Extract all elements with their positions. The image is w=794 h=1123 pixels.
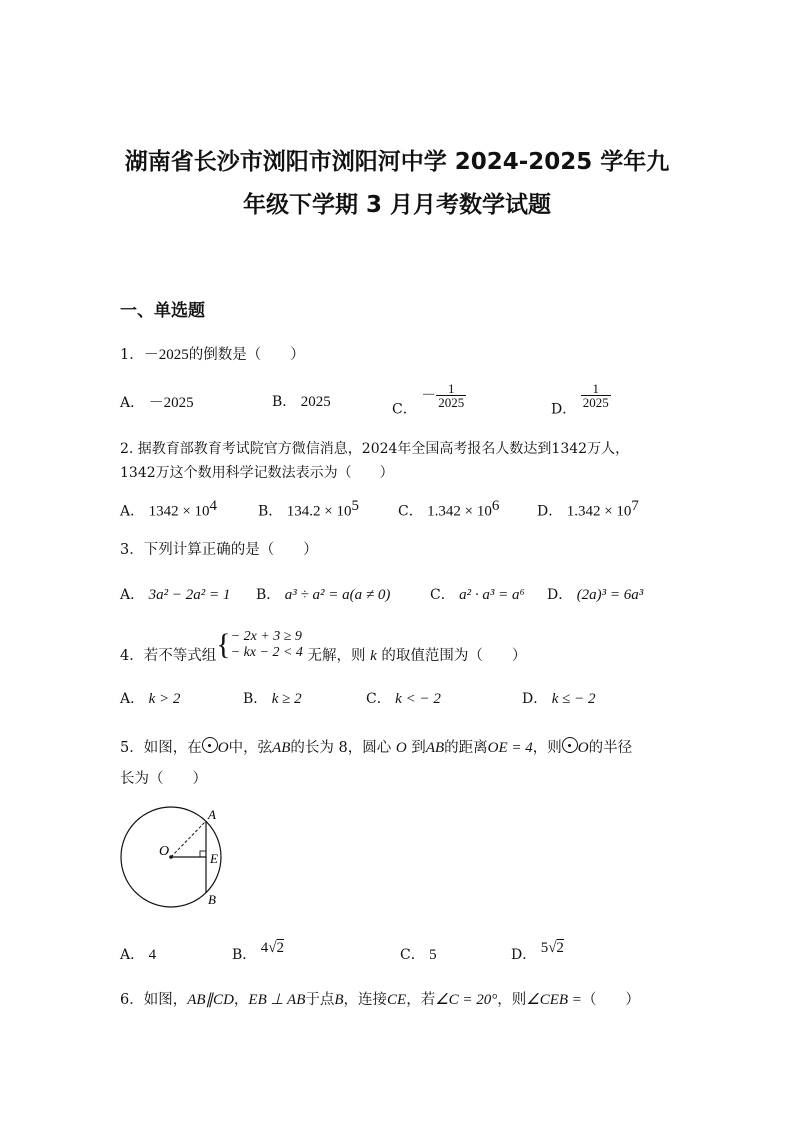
question-text: ，则 [497, 992, 527, 1008]
question-5-line2: 长为（ ） [120, 771, 207, 787]
option-label: C． [400, 947, 425, 963]
circle-name: O [217, 740, 229, 756]
label-a: A [208, 807, 216, 822]
fraction-denominator: 2025 [582, 395, 609, 410]
q4-option-a [120, 688, 180, 708]
chord-name: AB [272, 740, 291, 756]
option-label: D． [522, 691, 548, 707]
inequality-2: − kx − 2 < 4 [230, 645, 303, 660]
option-value: a² · a³ = a⁶ [459, 587, 525, 603]
option-label: C． [430, 587, 455, 603]
option-label: B． [243, 691, 268, 707]
q1-option-d [551, 382, 611, 419]
option-label: A． [120, 947, 145, 963]
q4-option-b [243, 688, 302, 708]
option-value: 4 [148, 947, 157, 963]
inequality-system [231, 629, 303, 661]
q5-option-b [232, 940, 284, 964]
option-value: 1.342 × 10 [566, 503, 632, 520]
option-label: D． [511, 947, 537, 963]
option-value: 5 [429, 947, 437, 963]
option-label: C． [398, 503, 423, 520]
label-b: B [208, 892, 216, 907]
option-coefficient: 4 [260, 940, 269, 956]
q3-option-c [430, 584, 525, 604]
fraction [581, 382, 611, 409]
question-text: 5．如图，在 [120, 740, 202, 756]
option-value: 3a² − 2a² = 1 [148, 587, 231, 603]
option-value: 2025 [300, 394, 331, 410]
q4-option-c [366, 688, 441, 708]
q5-option-d [511, 940, 564, 964]
option-value: 1342 × 10 [148, 503, 210, 520]
segment-name: CE [387, 992, 407, 1008]
q1-option-b [272, 391, 331, 411]
question-text: 中，弦 [228, 740, 273, 756]
question-text: ， [233, 992, 249, 1008]
option-exponent: 4 [209, 498, 218, 514]
math-expression: －2025 [143, 347, 189, 363]
circle-symbol-icon [202, 737, 218, 753]
option-label: B． [256, 587, 281, 603]
option-label: B． [232, 947, 257, 963]
system-brace: { [216, 628, 231, 661]
option-exponent: 5 [351, 498, 359, 514]
option-value: k > 2 [148, 691, 181, 707]
question-2-line2: 1342万这个数用科学记数法表示为（ ） [120, 465, 394, 481]
inequality-1: − 2x + 3 ≥ 9 [230, 629, 302, 644]
option-label: B． [272, 394, 297, 410]
radicand: 2 [276, 940, 284, 956]
option-label: A． [120, 395, 145, 411]
question-text: （ ） [581, 992, 640, 1008]
radicand: 2 [556, 940, 564, 956]
q1-option-a [120, 391, 194, 412]
q2-option-d [537, 498, 639, 521]
option-exponent: 6 [491, 498, 500, 514]
point-name: B [334, 992, 344, 1008]
question-5-line1 [120, 736, 632, 757]
q2-option-b [258, 498, 359, 521]
fraction-numerator: 1 [592, 381, 599, 396]
chord-name: AB [425, 740, 445, 756]
radical-sign-icon: √ [268, 940, 277, 956]
question-text: 的距离 [444, 740, 488, 756]
q3-option-b [256, 584, 390, 604]
document-title-line2: 年级下学期 3 月月考数学试题 [242, 192, 552, 218]
question-4 [120, 629, 526, 665]
q4-option-d [522, 688, 595, 708]
option-label: A． [120, 587, 145, 603]
option-value: 134.2 × 10 [286, 503, 352, 520]
option-label: D． [547, 587, 573, 603]
fraction [436, 382, 466, 409]
option-value: k ≤ − 2 [551, 691, 596, 707]
q1-option-c [392, 382, 466, 419]
question-text: ，若 [406, 992, 436, 1008]
option-exponent: 7 [631, 498, 639, 514]
question-text: 到 [406, 740, 426, 756]
question-text: ，则 [532, 740, 562, 756]
question-text: 无解，则 [302, 648, 371, 664]
circle-name: O [577, 740, 589, 756]
question-text: 6．如图， [120, 992, 188, 1008]
option-label: D． [551, 401, 577, 418]
question-text: 的长为 8，圆心 [290, 740, 396, 756]
fraction-numerator: 1 [447, 381, 455, 396]
circle-symbol-icon [562, 737, 578, 753]
option-label: A． [120, 691, 145, 707]
q2-option-c [398, 498, 499, 521]
question-number: 1． [120, 347, 144, 363]
question-1 [120, 343, 305, 364]
variable-k: k [370, 648, 377, 664]
option-label: C． [392, 401, 417, 418]
label-o: O [159, 844, 170, 859]
q5-option-c [400, 944, 437, 964]
question-text: ，连接 [343, 992, 388, 1008]
q5-option-a [120, 944, 156, 964]
q2-option-a [120, 498, 217, 521]
option-label: A． [120, 503, 145, 520]
center-point [169, 855, 173, 859]
option-coefficient: 5 [540, 940, 549, 956]
segment-oa-dashed [171, 821, 206, 857]
distance-expression: OE = 4 [487, 740, 533, 756]
option-sign: － [421, 387, 437, 404]
angle-c-expression: ∠C = 20° [435, 992, 498, 1008]
question-3: 3．下列计算正确的是（ ） [120, 542, 318, 558]
fraction-denominator: 2025 [438, 395, 465, 410]
question-text: 的倒数是（ ） [188, 347, 305, 363]
option-label: D． [537, 503, 563, 520]
option-label: C． [366, 691, 391, 707]
right-angle-mark [200, 851, 206, 857]
angle-ceb-expression: ∠CEB = [526, 992, 582, 1008]
question-text: 的半径 [588, 740, 633, 756]
question-text: 4．若不等式组 [120, 648, 217, 664]
center-name: O [395, 740, 407, 756]
option-label: B． [258, 503, 283, 520]
radical-sign-icon: √ [548, 940, 557, 956]
option-value: －2025 [148, 395, 194, 411]
question-text: 的取值范围为（ ） [376, 648, 527, 664]
label-e: E [210, 851, 218, 866]
section-heading-single-choice: 一、单选题 [120, 301, 205, 321]
circle-chord-figure [115, 805, 235, 915]
option-value: k < − 2 [395, 691, 441, 707]
perpendicular-expression: EB ⊥ AB [248, 992, 306, 1008]
parallel-expression: AB∥CD [187, 992, 234, 1008]
document-title-line1: 湖南省长沙市浏阳市浏阳河中学 2024-2025 学年九 [124, 149, 670, 175]
q3-option-d [547, 584, 643, 604]
question-2-line1: 2. 据教育部教育考试院官方微信消息，2024年全国高考报名人数达到1342万人， [120, 441, 630, 457]
option-value: a³ ÷ a² = a(a ≠ 0) [284, 587, 391, 603]
q3-option-a [120, 584, 230, 604]
option-value: k ≥ 2 [271, 691, 302, 707]
option-value: 1.342 × 10 [427, 503, 492, 520]
option-value: (2a)³ = 6a³ [576, 587, 644, 603]
question-text: 于点 [305, 992, 335, 1008]
question-6 [120, 988, 640, 1009]
